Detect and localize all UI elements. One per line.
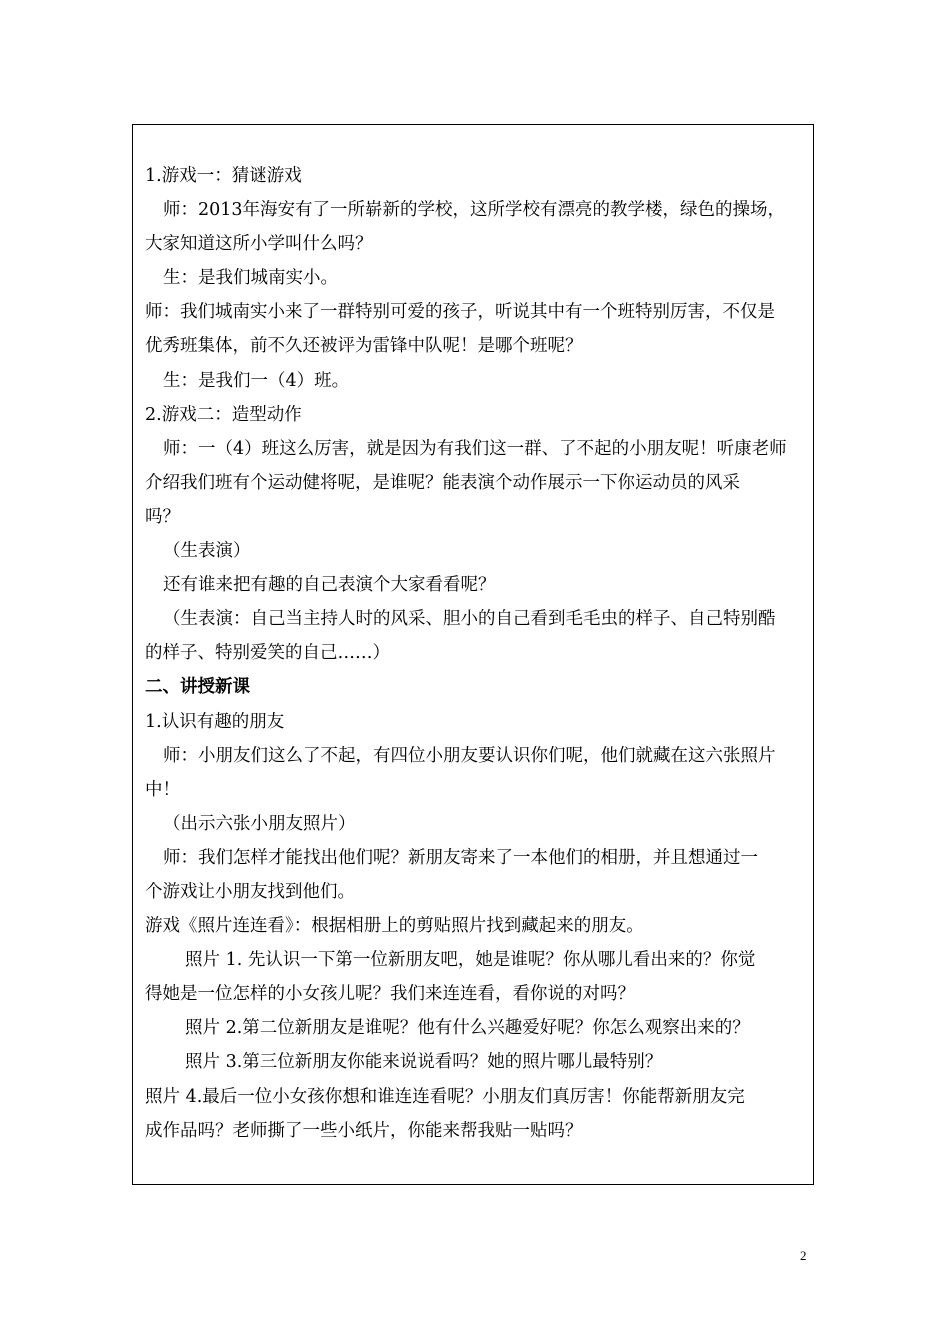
text-line: 中！	[145, 779, 180, 800]
text-line: 师：我们城南实小来了一群特别可爱的孩子，听说其中有一个班特别厉害，不仅是	[145, 302, 775, 323]
content-table-cell	[132, 124, 814, 1185]
text-line: 大家知道这所小学叫什么吗？	[145, 234, 373, 255]
text-line: 照片 2.第二位新朋友是谁呢？他有什么兴趣爱好呢？你怎么观察出来的？	[185, 1018, 750, 1039]
lesson-text	[145, 159, 807, 1148]
text-line: 照片 3.第三位新朋友你能来说说看吗？她的照片哪儿最特别？	[185, 1052, 663, 1073]
page-number: 2	[800, 1248, 807, 1263]
text-line: 优秀班集体，前不久还被评为雷锋中队呢！是哪个班呢？	[145, 336, 583, 357]
text-line: 照片 4.最后一位小女孩你想和谁连连看呢？小朋友们真厉害！你能帮新朋友完	[145, 1086, 745, 1107]
text-line: 吗？	[145, 506, 180, 527]
text-line: 游戏《照片连连看》：根据相册上的剪贴照片找到藏起来的朋友。	[145, 916, 644, 937]
text-line: 成作品吗？老师撕了一些小纸片，你能来帮我贴一贴吗？	[145, 1120, 583, 1141]
text-line: 师：小朋友们这么了不起，有四位小朋友要认识你们呢，他们就藏在这六张照片	[163, 745, 776, 766]
text-line: （生表演：自己当主持人时的风采、胆小的自己看到毛毛虫的样子、自己特别酷	[163, 609, 776, 630]
section-heading: 二、讲授新课	[145, 677, 250, 698]
text-line: 师：2013年海安有了一所崭新的学校，这所学校有漂亮的教学楼，绿色的操场，	[163, 200, 786, 221]
text-line: 介绍我们班有个运动健将呢，是谁呢？能表演个动作展示一下你运动员的风采	[145, 472, 740, 493]
text-line: 个游戏让小朋友找到他们。	[145, 881, 355, 902]
text-line: 得她是一位怎样的小女孩儿呢？我们来连连看，看你说的对吗？	[145, 984, 635, 1005]
text-line: 师：我们怎样才能找出他们呢？新朋友寄来了一本他们的相册，并且想通过一	[163, 847, 758, 868]
text-line: 生：是我们一（4）班。	[163, 370, 350, 391]
heading-game-one: 1.游戏一：猜谜游戏	[145, 166, 302, 186]
text-line: 还有谁来把有趣的自己表演个大家看看呢？	[163, 575, 496, 596]
text-line: 的样子、特别爱笑的自己……）	[145, 643, 390, 664]
text-line: （生表演）	[163, 541, 251, 562]
subheading: 1.认识有趣的朋友	[145, 711, 285, 732]
text-line: 生：是我们城南实小。	[163, 268, 338, 289]
text-line: （出示六张小朋友照片）	[163, 813, 356, 834]
text-line: 师：一（4）班这么厉害，就是因为有我们这一群、了不起的小朋友呢！听康老师	[163, 438, 787, 459]
heading-game-two: 2.游戏二：造型动作	[145, 404, 302, 425]
text-line: 照片 1. 先认识一下第一位新朋友吧，她是谁呢？你从哪儿看出来的？你觉	[185, 950, 756, 971]
